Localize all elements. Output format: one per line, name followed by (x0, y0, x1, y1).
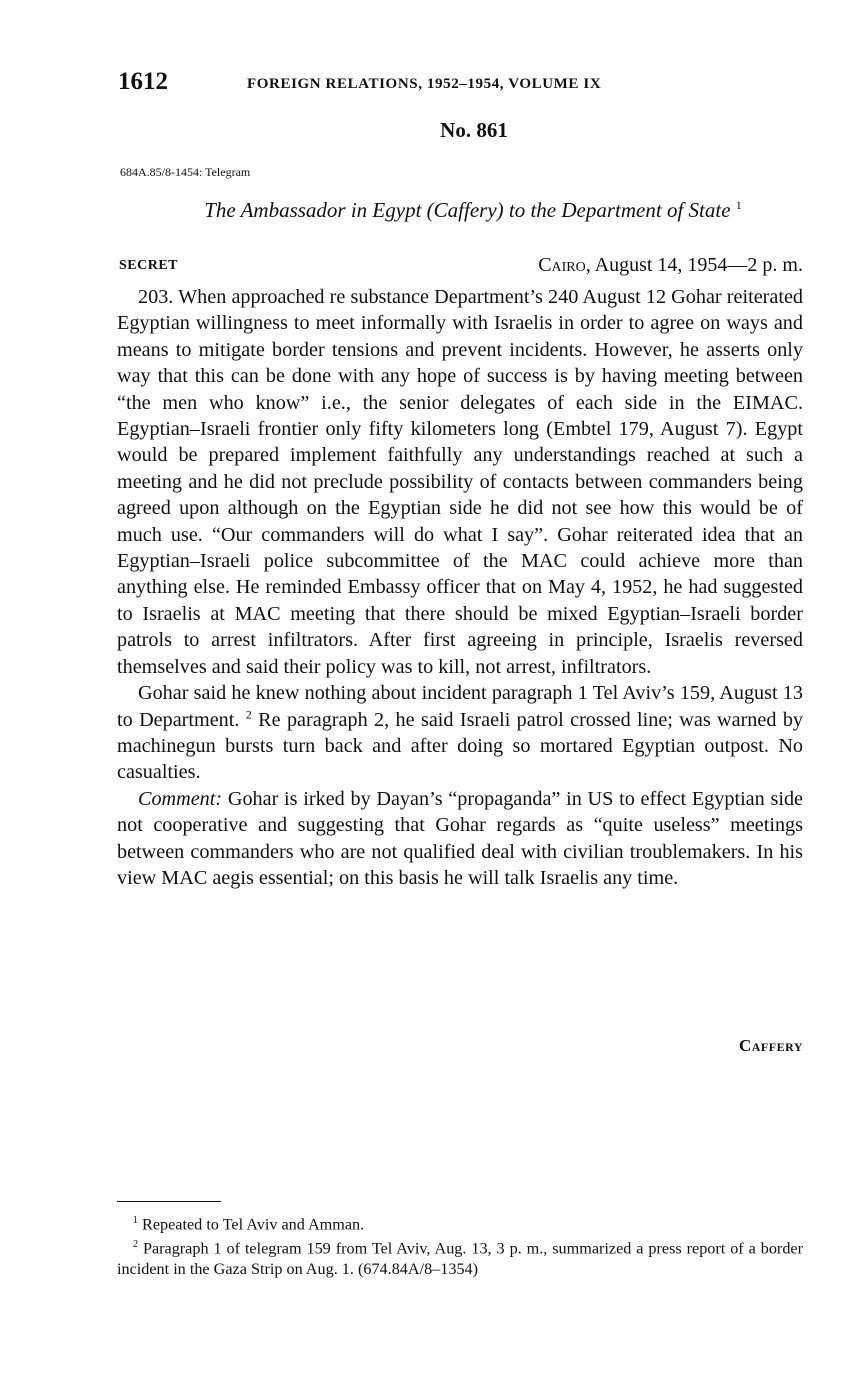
footnote-2-mark: 2 (133, 1238, 138, 1250)
footnote-ref-1: 1 (735, 198, 742, 212)
footnotes (117, 1211, 803, 1279)
running-title: FOREIGN RELATIONS, 1952–1954, VOLUME IX (247, 76, 602, 92)
footnote-1-mark: 1 (133, 1215, 138, 1226)
document-number: No. 861 (440, 118, 508, 142)
date: , August 14, 1954—2 p. m. (585, 254, 803, 276)
document-title (117, 198, 803, 223)
footnote-ref-2: 2 (245, 706, 252, 721)
place-date (538, 254, 803, 277)
footnote-divider (117, 1201, 221, 1202)
classification: SECRET (119, 258, 179, 273)
page-number: 1612 (118, 68, 168, 95)
footnote-1-text: Repeated to Tel Aviv and Amman. (142, 1215, 365, 1234)
paragraph-3 (117, 786, 803, 892)
signature: Caffery (738, 1036, 803, 1055)
paragraph-2-text-a: Gohar said he knew nothing about incident paragraph 1 Tel Aviv’s 159, August 13 to Department. (117, 682, 803, 731)
telegram-header (117, 254, 803, 280)
paragraph-1: 203. When approached re substance Department’s 240 August 12 Gohar reiterated Egyptian willingness to meet informally with Israelis in order to agree on ways and means to mitigate border tensions and prevent incidents. However, he asserts only way that this can be done with any hope of success is by having meeting between “the men who know” i.e., the senior delegates of each side in the EIMAC. Egyptian–Israeli frontier only fifty kilometers long (Embtel 179, August 7). Egypt would be prepared implement faithfully any understandings reached at such a meeting and he did not preclude possibility of contacts between commanders being agreed upon although on the Egyptian side he did not see how this would be of much use. “Our commanders will do what I say”. Gohar reiterated idea that an Egyptian–Israeli police subcommittee of the MAC could achieve more than anything else. He reminded Embassy officer that on May 4, 1952, he had suggested to Israelis at MAC meeting that there should be mixed Egyptian–Israeli border patrols to arrest infiltrators. After first agreeing in principle, Israelis reversed themselves and said their policy was to kill, not arrest, infiltrators. (117, 286, 803, 678)
comment-label: Comment: (138, 787, 223, 810)
document-title-text: The Ambassador in Egypt (Caffery) to the Department of State (204, 198, 731, 222)
footnote-2 (117, 1235, 803, 1279)
comment-text: Gohar is irked by Dayan’s “propaganda” in US to effect Egyptian side not cooperative and suggesting that Gohar regards as “quite useless” meetings between commanders who are not qualified deal with civilian troublemakers. In his view MAC aegis essential; on this basis he will talk Israelis any time. (117, 787, 803, 889)
telegram-body (117, 284, 803, 891)
paragraph-2-text-b: Re paragraph 2, he said Israeli patrol crossed line; was warned by machinegun bursts turn back and after doing so mortared Egyptian outpost. No casualties. (117, 708, 804, 784)
place: Cairo (538, 254, 586, 276)
footnote-2-text: Paragraph 1 of telegram 159 from Tel Aviv, Aug. 13, 3 p. m., summarized a press report of a border incident in the Gaza Strip on Aug. 1. (674.84A/8–1354) (117, 1239, 803, 1278)
footnote-1 (117, 1211, 803, 1235)
paragraph-2 (117, 680, 803, 786)
file-reference: 684A.85/8-1454: Telegram (120, 165, 251, 179)
